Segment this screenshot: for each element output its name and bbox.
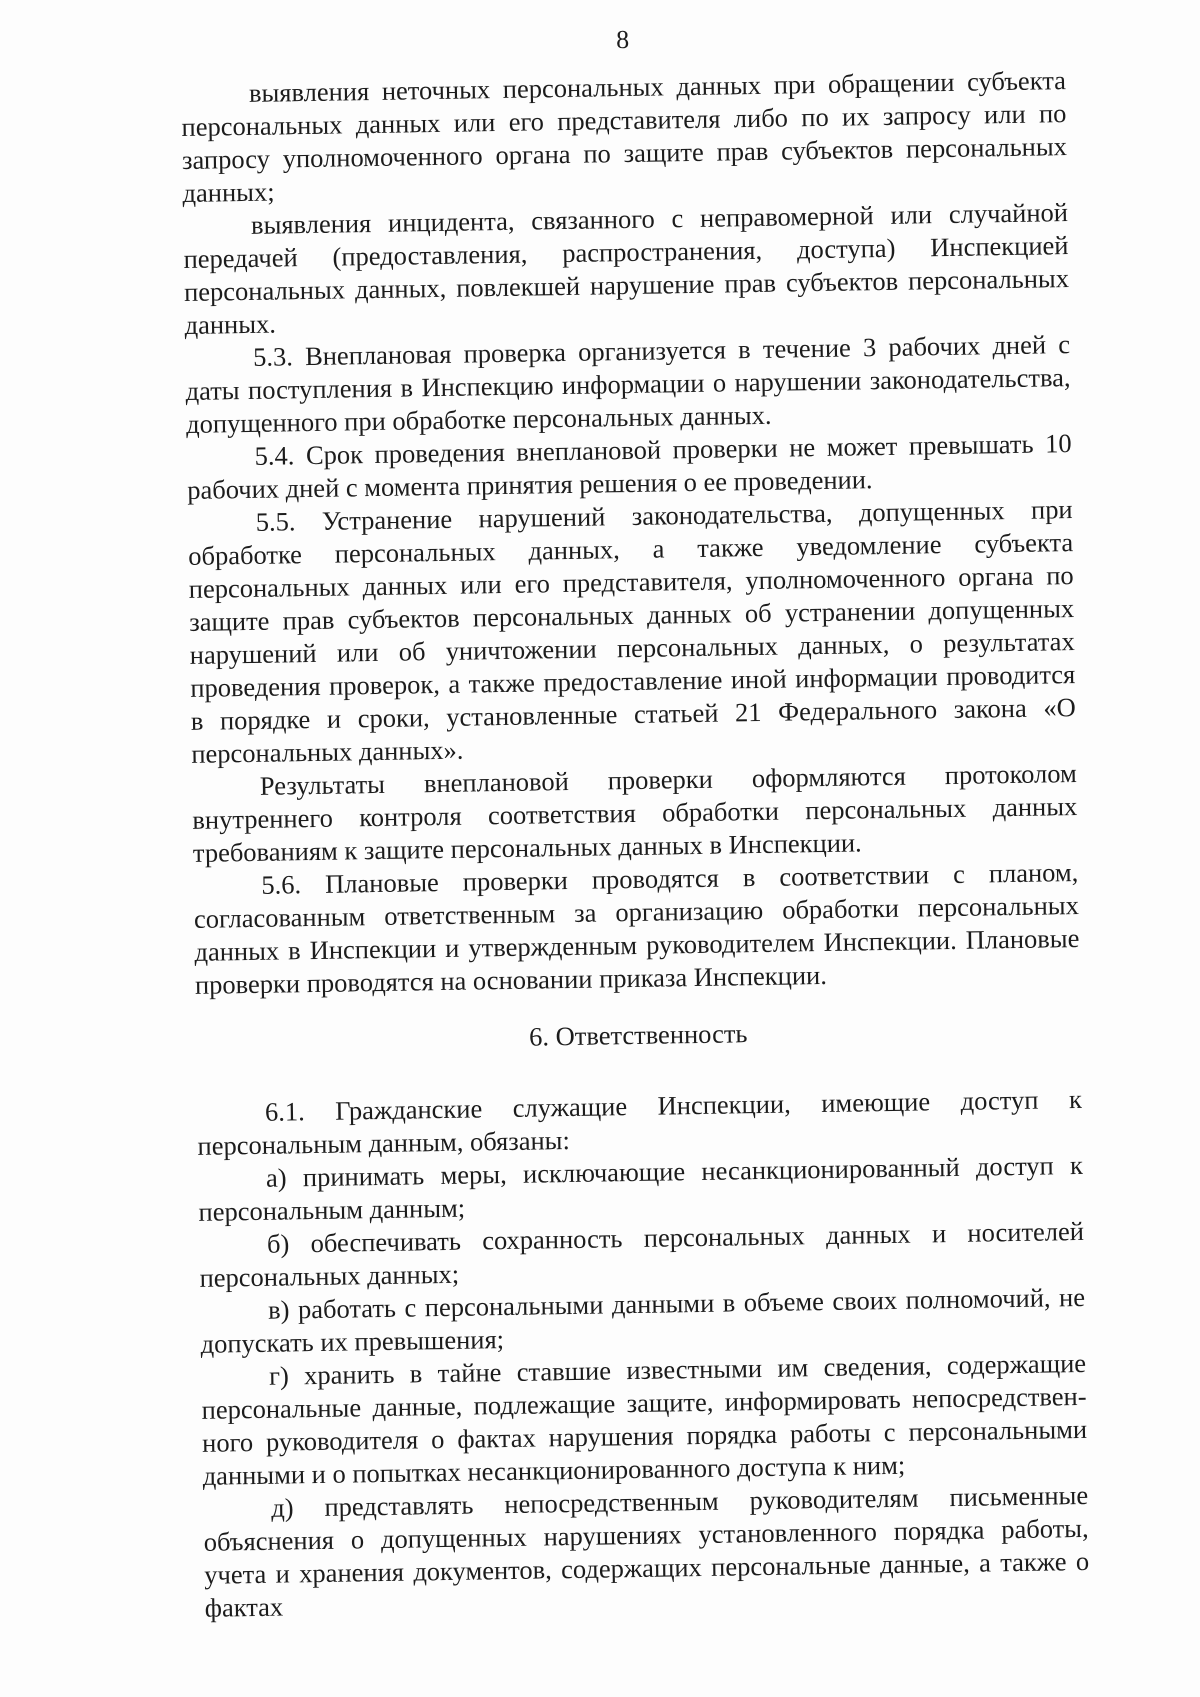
- list-item-g: г) хранить в тайне ставшие известными им сведения, содержащие персональные данные, подлежащие защите, информировать непосредственного руководителя о фактах нарушения порядка работы с персональными данными и о попытках несанкционированного доступа к ним;: [201, 1347, 1088, 1491]
- page-number: 8: [615, 24, 630, 55]
- paragraph-5-4: 5.4. Срок проведения внеплановой проверки не может превышать 10 рабочих дней с момента принятия решения о ее проведении.: [186, 428, 1072, 505]
- section-title-responsibility: 6. Ответственность: [528, 1018, 748, 1052]
- paragraph-5-5: 5.5. Устранение нарушений законодательства, допущенных при обработке персональных данных, а также уведомление субъекта персональных данных или его представителя, уполномоченного органа по защите прав субъектов персональных данных об устранении допущенных нарушений или об уничтожении персональных данных, о результатах проведения проверок, а также предоставление иной информации проводится в порядке и сроки, установленные статьей 21 Федерального закона «О персональных данных».: [187, 494, 1076, 769]
- paragraph-detection-inaccurate-data: выявления неточных персональных данных при обращении субъекта персональных данных или его представителя либо по их запросу или по запросу уполномоченного органа по защите прав субъектов персональных данных;: [181, 65, 1068, 208]
- list-item-d: д) представлять непосредственным руководителям письменные объяснения о допущенных нарушениях установленного порядка работы, учета и хранения документов, содержащих персональные данные, а также о фактах: [203, 1479, 1090, 1623]
- paragraph-detection-incident: выявления инцидента, связанного с неправомерной или случайной передачей (предоставления, распространения, доступа) Инспекцией персональных данных, повлекшей нарушение прав субъектов персональных данных.: [183, 197, 1070, 340]
- paragraph-6-1: 6.1. Гражданские служащие Инспекции, имеющие доступ к персональным данным, обязаны:: [197, 1083, 1083, 1161]
- list-item-a: а) принимать меры, исключающие несанкционированный доступ к персональным данным;: [198, 1149, 1084, 1227]
- list-item-v: в) работать с персональными данными в объеме своих полномочий, не допускать их превышения;: [200, 1281, 1086, 1359]
- paragraph-5-3: 5.3. Внеплановая проверка организуется в течение 3 рабочих дней с даты поступления в Инспекцию информации о нарушении законодательства, допущенного при обработке персональных данных.: [185, 329, 1071, 439]
- list-item-b: б) обеспечивать сохранность персональных данных и носителей персональных данных;: [199, 1215, 1085, 1293]
- page-content: [180, 18, 1090, 1625]
- paragraph-5-6: 5.6. Плановые проверки проводятся в соответствии с планом, согласованным ответственным за организацию обработки персональных данных в Инспекции и утвержденным руководителем Инспекции. Плановые проверки проводятся на основании приказа Инспекции.: [193, 856, 1080, 1000]
- paragraph-unscheduled-results: Результаты внеплановой проверки оформляются протоколом внутреннего контроля соответствия обработки персональных данных требованиям к защите персональных данных в Инспекции.: [192, 758, 1078, 868]
